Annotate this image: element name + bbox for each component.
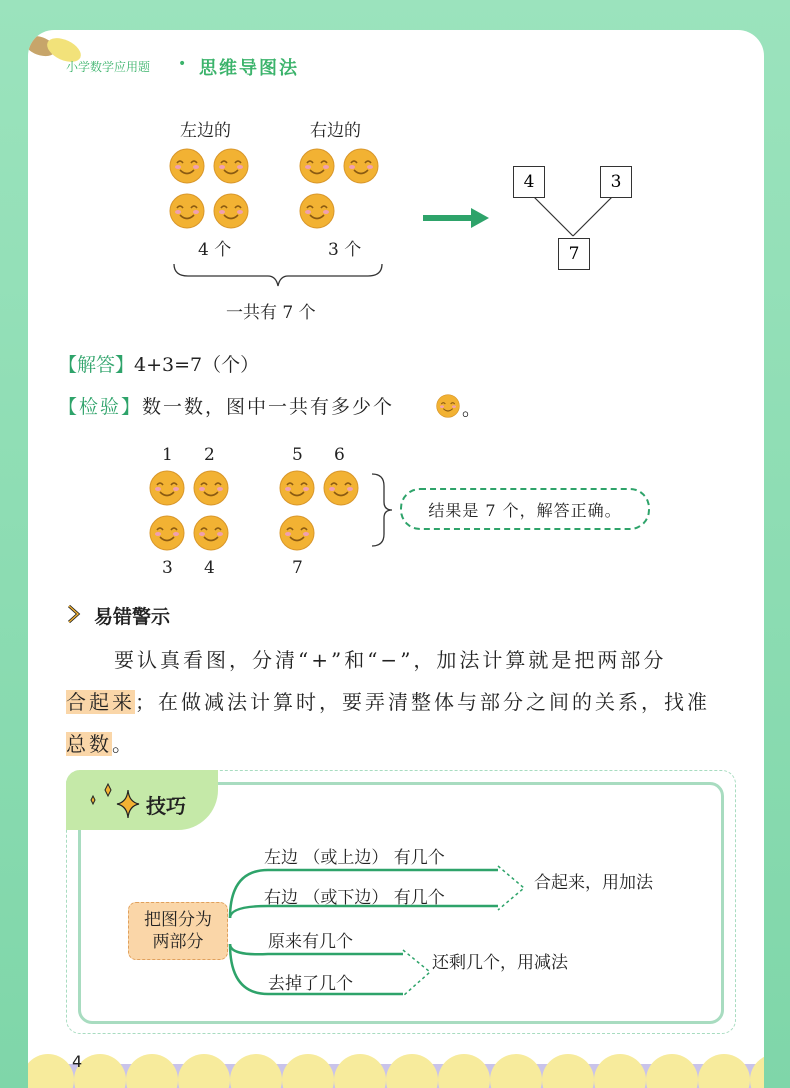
chevron-right-icon [66, 604, 82, 624]
smiley-icon [193, 470, 229, 506]
answer-label: 【解答】 [58, 354, 135, 376]
header-dot: • [178, 56, 187, 72]
count-number: 2 [204, 445, 215, 465]
warning-line-2 [66, 686, 710, 715]
branch-original: 原来有几个 [268, 932, 353, 952]
smiley-icon [213, 148, 249, 184]
check-line [58, 392, 394, 419]
smiley-icon [213, 193, 249, 229]
highlight-text: 合起来 [66, 690, 135, 714]
right-label: 右边的 [310, 121, 361, 141]
answer-line [58, 350, 259, 377]
smiley-icon [193, 515, 229, 551]
smiley-icon [299, 193, 335, 229]
tree-box-total: 7 [558, 238, 590, 270]
highlight-text: 总数 [66, 732, 112, 756]
result-subtract: 还剩几个，用减法 [432, 953, 568, 973]
page-number: 4 [72, 1052, 83, 1071]
total-label: 一共有 7 个 [226, 303, 316, 323]
series-title: 小学数学应用题 [66, 60, 151, 74]
mindmap-root [128, 902, 228, 960]
warning-line-1: 要认真看图，分清“+”和“−”，加法计算就是把两部分 [114, 648, 667, 672]
warning-title: 易错警示 [94, 606, 171, 628]
smiley-icon [343, 148, 379, 184]
tree-box-right: 3 [600, 166, 632, 198]
smiley-icon [436, 394, 460, 418]
left-count: 4 个 [198, 240, 232, 260]
right-arrow-icon [421, 206, 493, 230]
smiley-icon [279, 470, 315, 506]
sparkle-icon [83, 782, 143, 822]
warning-line-2-text: ；在做减法计算时，要弄清整体与部分之间的关系，找准 [135, 690, 710, 714]
check-text: 数一数，图中一共有多少个 [142, 396, 395, 418]
tree-box-left: 4 [513, 166, 545, 198]
check-label: 【检验】 [58, 396, 143, 418]
count-number: 7 [292, 558, 303, 578]
warning-end: 。 [112, 732, 135, 756]
brace [168, 262, 388, 292]
smiley-icon [149, 470, 185, 506]
result-add: 合起来，用加法 [534, 873, 653, 893]
smiley-icon [279, 515, 315, 551]
left-label: 左边的 [180, 121, 231, 141]
smiley-icon [299, 148, 335, 184]
tips-title: 技巧 [146, 794, 186, 818]
smiley-icon [149, 515, 185, 551]
warning-line-3 [66, 728, 135, 757]
check-end: 。 [462, 398, 482, 420]
bottom-decoration [28, 1040, 764, 1088]
result-bubble: 结果是 7 个，解答正确。 [400, 488, 650, 530]
smiley-icon [169, 148, 205, 184]
count-number: 1 [162, 445, 173, 465]
count-number: 5 [292, 445, 303, 465]
branch-right: 右边 （或下边） 有几个 [264, 888, 445, 908]
branch-left: 左边 （或上边） 有几个 [264, 848, 445, 868]
branch-removed: 去掉了几个 [268, 974, 353, 994]
root-line-2: 两部分 [152, 932, 204, 952]
count-number: 3 [162, 558, 173, 578]
right-count: 3 个 [328, 240, 362, 260]
mindmap-lines [208, 850, 528, 1010]
count-number: 4 [204, 558, 215, 578]
book-page [28, 30, 764, 1088]
root-line-1: 把图分为 [144, 909, 212, 930]
count-number: 6 [334, 445, 345, 465]
smiley-icon [323, 470, 359, 506]
smiley-icon [169, 193, 205, 229]
answer-text: 4+3=7（个） [134, 354, 260, 376]
chapter-title: 思维导图法 [199, 58, 299, 79]
right-brace [368, 470, 398, 550]
